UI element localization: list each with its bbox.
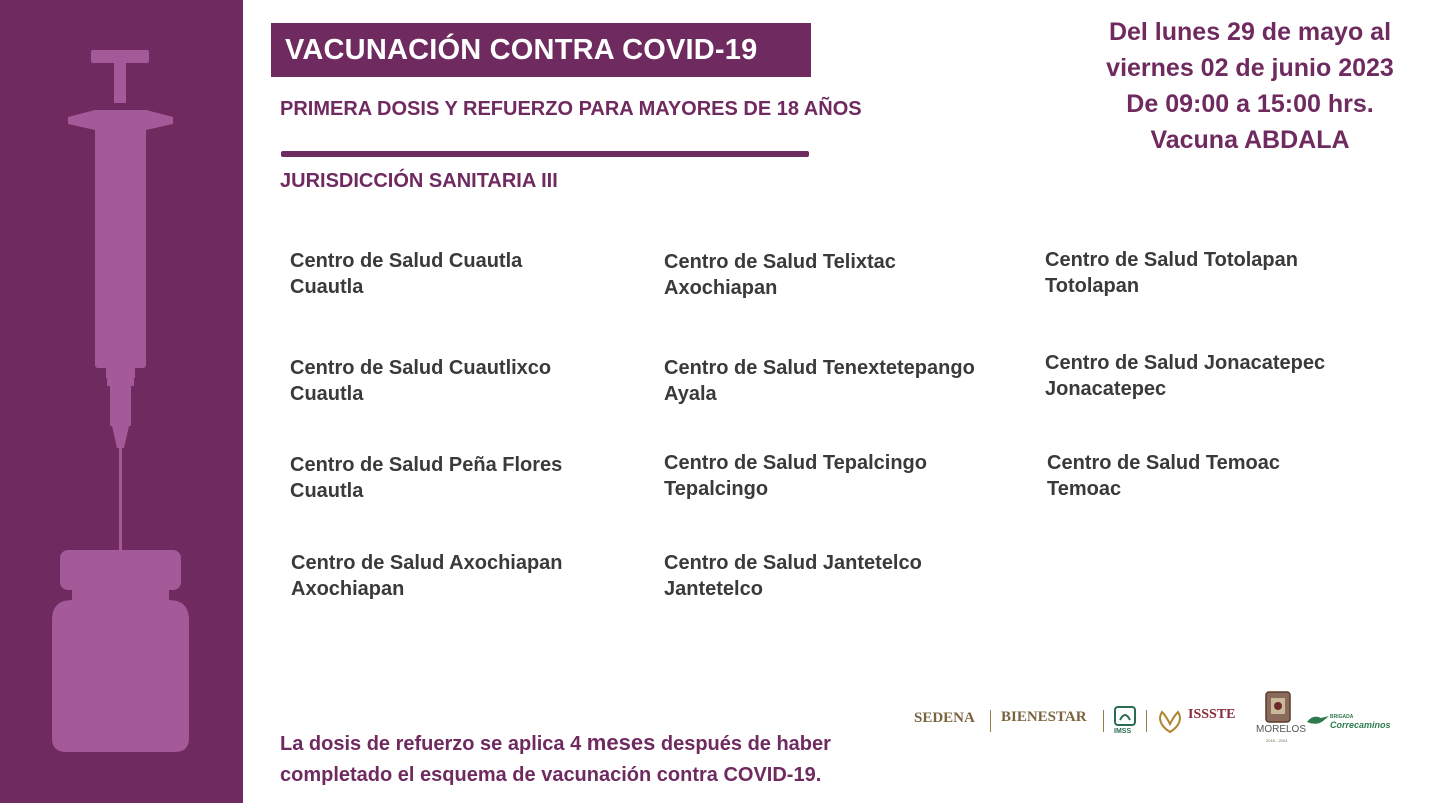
morelos-seal-icon <box>1264 690 1292 724</box>
divider <box>281 151 809 157</box>
center-name: Centro de Salud Temoac <box>1047 452 1281 474</box>
issste-logo: ISSSTE <box>1188 707 1236 722</box>
list-item <box>664 450 927 502</box>
logo-separator <box>990 710 991 732</box>
center-name: Centro de Salud Tenextetepango <box>664 357 975 379</box>
sidebar-panel <box>0 0 243 803</box>
schedule-vaccine: Vacuna ABDALA <box>1150 126 1350 154</box>
center-municipality: Cuautla <box>290 383 364 405</box>
center-name: Centro de Salud Axochiapan <box>291 552 563 574</box>
sedena-logo: SEDENA <box>914 710 975 726</box>
center-name: Centro de Salud Peña Flores <box>290 454 563 476</box>
center-municipality: Tepalcingo <box>664 478 769 500</box>
list-item <box>664 550 922 602</box>
logo-separator <box>1103 710 1104 732</box>
brigada-label: BRIGADA <box>1330 714 1354 720</box>
booster-note <box>280 727 880 791</box>
syringe-vial-icon <box>0 0 243 803</box>
center-municipality: Jantetelco <box>664 578 763 600</box>
center-municipality: Totolapan <box>1045 275 1140 297</box>
institution-logos <box>912 688 1392 748</box>
imss-emblem-icon <box>1114 706 1136 726</box>
center-municipality: Temoac <box>1047 478 1122 500</box>
correcaminos-logo: Correcaminos <box>1330 720 1391 730</box>
correcaminos-bird-icon <box>1305 712 1331 728</box>
booster-note-emphasis: meses <box>586 730 656 755</box>
center-name: Centro de Salud Totolapan <box>1045 249 1298 271</box>
list-item <box>290 355 551 407</box>
list-item <box>290 248 522 300</box>
schedule-dates-end: viernes 02 de junio 2023 <box>1106 54 1394 82</box>
bienestar-logo: BIENESTAR <box>1001 709 1087 725</box>
issste-emblem-icon <box>1156 708 1184 734</box>
list-item <box>664 355 975 407</box>
center-municipality: Ayala <box>664 383 717 405</box>
imss-logo: IMSS <box>1114 728 1132 735</box>
center-municipality: Axochiapan <box>664 277 778 299</box>
list-item <box>1045 247 1298 299</box>
center-name: Centro de Salud Tepalcingo <box>664 452 927 474</box>
jurisdiction-label: JURISDICCIÓN SANITARIA III <box>280 170 558 192</box>
center-municipality: Cuautla <box>290 480 364 502</box>
list-item <box>291 550 563 602</box>
schedule-block <box>1080 14 1420 158</box>
center-municipality: Axochiapan <box>291 578 405 600</box>
schedule-dates-start: Del lunes 29 de mayo al <box>1108 18 1392 46</box>
list-item <box>290 452 562 504</box>
morelos-logo: MORELOS <box>1256 724 1307 735</box>
morelos-years: 2018 - 2024 <box>1266 738 1288 743</box>
center-name: Centro de Salud Jonacatepec <box>1045 352 1326 374</box>
subtitle: PRIMERA DOSIS Y REFUERZO PARA MAYORES DE 18 AÑOS <box>280 98 862 120</box>
center-name: Centro de Salud Jantetelco <box>664 552 922 574</box>
center-municipality: Jonacatepec <box>1045 378 1167 400</box>
booster-note-part2: después de haber completado el esquema de vacunación contra COVID-19. <box>280 733 831 786</box>
center-name: Centro de Salud Cuautla <box>290 250 523 272</box>
list-item <box>1045 350 1325 402</box>
page-title: VACUNACIÓN CONTRA COVID-19 <box>271 23 811 77</box>
list-item <box>664 249 896 301</box>
schedule-hours: De 09:00 a 15:00 hrs. <box>1126 90 1374 118</box>
center-municipality: Cuautla <box>290 276 364 298</box>
booster-note-part1: La dosis de refuerzo se aplica 4 <box>280 733 587 755</box>
center-name: Centro de Salud Cuautlixco <box>290 357 552 379</box>
center-name: Centro de Salud Telixtac <box>664 251 896 273</box>
list-item <box>1047 450 1280 502</box>
logo-separator <box>1146 710 1147 732</box>
